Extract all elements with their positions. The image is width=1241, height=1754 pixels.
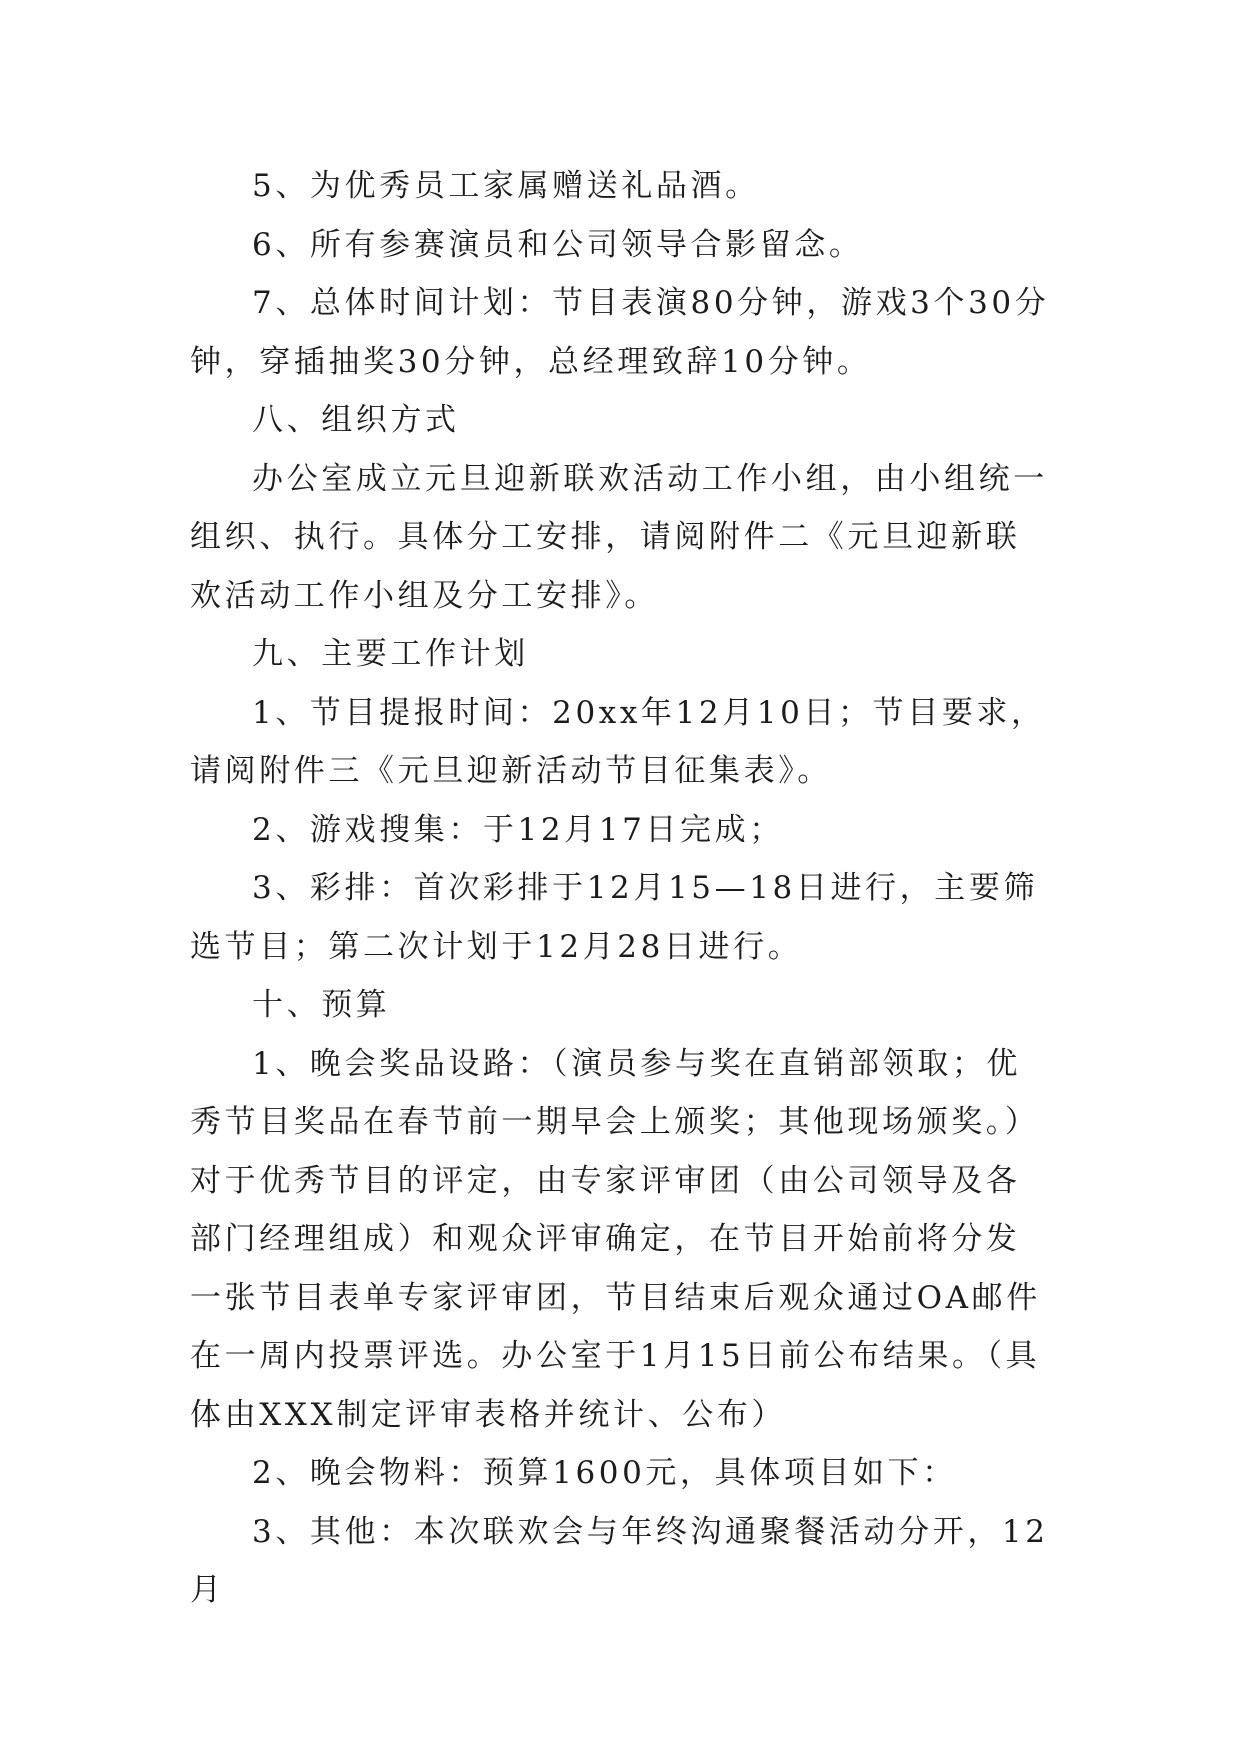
paragraph-rehearsal: 3、彩排：首次彩排于12月15—18日进行，主要筛选节目；第二次计划于12月28日进行。 xyxy=(190,870,1039,965)
document-body xyxy=(190,157,1052,1620)
paragraph-group-photo: 6、所有参赛演员和公司领导合影留念。 xyxy=(252,226,864,263)
paragraph-organization: 办公室成立元旦迎新联欢活动工作小组，由小组统一组织、执行。具体分工安排，请阅附件二《元旦迎新联欢活动工作小组及分工安排》。 xyxy=(190,460,1048,614)
heading-organization: 八、组织方式 xyxy=(252,402,460,438)
heading-budget: 十、预算 xyxy=(252,987,391,1023)
paragraph-materials: 2、晚会物料：预算1600元，具体项目如下： xyxy=(252,1455,957,1491)
paragraph-other: 3、其他：本次联欢会与年终沟通聚餐活动分开，12月 xyxy=(190,1513,1049,1608)
paragraph-program-submission: 1、节目提报时间：20xx年12月10日；节目要求，请阅附件三《元旦迎新活动节目征集表》。 xyxy=(190,694,1046,789)
paragraph-time-plan: 7、总体时间计划：节目表演80分钟，游戏3个30分钟，穿插抽奖30分钟，总经理致辞10分钟。 xyxy=(190,285,1050,380)
paragraph-prizes: 1、晚会奖品设路：（演员参与奖在直销部领取；优秀节目奖品在春节前一期早会上颁奖；其他现场颁奖。）对于优秀节目的评定，由专家评审团（由公司领导及各部门经理组成）和观众评审确定，在节目开始前将分发一张节目表单专家评审团，节目结束后观众通过OA邮件在一周内投票评选。办公室于1月15日前公布结果。（具体由XXX制定评审表格并统计、公布） xyxy=(190,1045,1041,1433)
heading-work-plan: 九、主要工作计划 xyxy=(252,636,529,672)
paragraph-game-collection: 2、游戏搜集：于12月17日完成； xyxy=(252,811,784,848)
paragraph-gift-wine: 5、为优秀员工家属赠送礼品酒。 xyxy=(252,168,760,204)
